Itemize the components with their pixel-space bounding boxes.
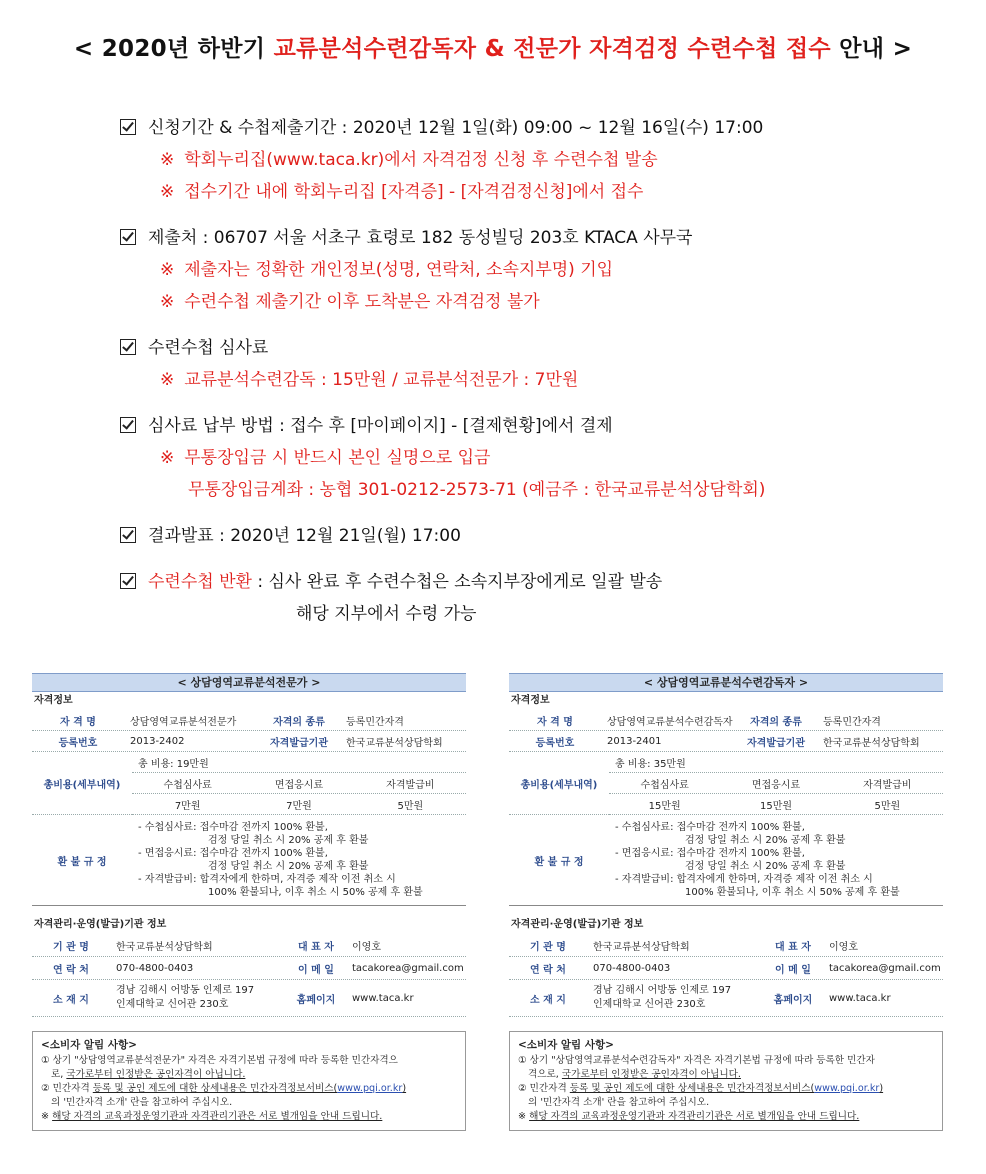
org-info-title: 자격관리·운영(발급)기관 정보: [34, 919, 167, 930]
checkbox-checked-icon: [120, 573, 136, 589]
field-label: 홈페이지: [773, 994, 813, 1006]
field-value: 2013-2401: [607, 735, 662, 747]
address-line: 경남 김해시 어방동 인제로 197: [593, 985, 732, 996]
email-value[interactable]: tacakorea@gmail.com: [352, 962, 464, 974]
field-label: 자 격 명: [537, 716, 573, 728]
fee-header: 면접응시료: [274, 779, 324, 791]
refund-line: 100% 환불되나, 이후 취소 시 50% 공제 후 환불: [685, 887, 900, 898]
field-label: 등록번호: [58, 737, 98, 749]
section-note: 무통장입금 시 반드시 본인 실명으로 입금: [184, 448, 491, 468]
card-header: < 상담영역교류분석전문가 >: [32, 673, 466, 692]
title-suffix: 안내 >: [830, 36, 913, 62]
field-value: 한국교류분석상담학회: [346, 737, 443, 749]
fee-block: [509, 752, 943, 815]
consumer-notice-text: ② 민간자격: [41, 1083, 93, 1094]
refund-line: 검정 당일 취소 시 20% 공제 후 환불: [685, 861, 846, 872]
field-value: 상담영역교류분석수련감독자: [607, 716, 733, 728]
field-label: 총비용(세부내역): [509, 752, 609, 815]
field-label: 등록번호: [535, 737, 575, 749]
field-label: 연 락 처: [53, 964, 89, 976]
org-name-row: [32, 934, 466, 957]
field-label: 이 메 일: [775, 964, 811, 976]
notice-section-period: [120, 112, 950, 208]
field-label: 자격발급기관: [747, 737, 805, 749]
checkbox-checked-icon: [120, 339, 136, 355]
qualification-card-supervisor: [509, 673, 943, 1131]
section-note: 교류분석수련감독 : 15만원 / 교류분석전문가 : 7만원: [184, 370, 579, 390]
section-note: 수련수첩 제출기간 이후 도착분은 자격검정 불가: [184, 292, 540, 312]
section-heading-highlight: 수련수첩 반환: [148, 572, 252, 592]
refund-line: - 면접응시료: 접수마감 전까지 100% 환불,: [138, 848, 328, 859]
refund-line: 검정 당일 취소 시 20% 공제 후 환불: [208, 861, 369, 872]
section-heading: 신청기간 & 수첩제출기간 : 2020년 12월 1일(화) 09:00 ~ 12월 16일(수) 17:00: [148, 118, 764, 138]
field-value: 2013-2402: [130, 735, 185, 747]
consumer-notice-text: 국가로부터 인정받은 공인자격이 아닙니다.: [66, 1069, 246, 1080]
checkbox-checked-icon: [120, 417, 136, 433]
pqi-link[interactable]: www.pqi.or.kr: [814, 1083, 880, 1094]
note-mark: ※: [160, 260, 175, 280]
consumer-notice-text: ※: [518, 1111, 530, 1122]
card-header: < 상담영역교류분석수련감독자 >: [509, 673, 943, 692]
field-label: 자격발급기관: [270, 737, 328, 749]
refund-line: - 수첩심사료: 접수마감 전까지 100% 환불,: [138, 822, 328, 833]
field-value: 상담영역교류분석전문가: [130, 716, 237, 728]
consumer-notice-text: 국가로부터 인정받은 공인자격이 아닙니다.: [561, 1069, 741, 1080]
consumer-notice-text: 로,: [51, 1069, 67, 1080]
notice-section-payment: [120, 410, 950, 506]
checkbox-checked-icon: [120, 119, 136, 135]
consumer-notice-text: ※: [41, 1111, 53, 1122]
field-value: 070-4800-0403: [116, 962, 194, 974]
refund-line: 검정 당일 취소 시 20% 공제 후 환불: [685, 835, 846, 846]
consumer-notice-text: ): [879, 1083, 884, 1094]
registration-row: [32, 731, 466, 752]
consumer-notice-line: ① 상기 "상담영역교류분석전문가" 자격은 자격기본법 규정에 따라 등록한 민간자격으: [41, 1055, 398, 1066]
field-label: 이 메 일: [298, 964, 334, 976]
field-label: 대 표 자: [775, 941, 811, 953]
field-label: 총비용(세부내역): [32, 752, 132, 815]
refund-line: - 자격발급비: 합격자에게 한하며, 자격증 제작 이전 취소 시: [138, 874, 396, 885]
notice-list: [120, 112, 950, 644]
fee-value: 5만원: [397, 800, 424, 812]
field-label: 자 격 명: [60, 716, 96, 728]
refund-policy: [509, 815, 943, 906]
field-label: 환 불 규 정: [57, 856, 107, 868]
email-value[interactable]: tacakorea@gmail.com: [829, 962, 941, 974]
section-note: 접수기간 내에 학회누리집 [자격증] - [자격검정신청]에서 접수: [184, 182, 644, 202]
contact-row: [509, 957, 943, 980]
field-label: 기 관 명: [53, 941, 89, 953]
field-label: 대 표 자: [298, 941, 334, 953]
refund-line: - 수첩심사료: 접수마감 전까지 100% 환불,: [615, 822, 805, 833]
field-value: 070-4800-0403: [593, 962, 671, 974]
refund-line: - 자격발급비: 합격자에게 한하며, 자격증 제작 이전 취소 시: [615, 874, 873, 885]
refund-line: 100% 환불되나, 이후 취소 시 50% 공제 후 환불: [208, 887, 423, 898]
field-value: 한국교류분석상담학회: [593, 941, 690, 953]
field-value: 등록민간자격: [823, 716, 881, 728]
org-name-row: [509, 934, 943, 957]
consumer-notice-text: ② 민간자격: [518, 1083, 570, 1094]
title-prefix: < 2020년 하반기: [73, 36, 274, 62]
consumer-notice-text: 등록 및 공인 제도에 대한 상세내용은 민간자격정보서비스(: [92, 1083, 338, 1094]
consumer-notice-text: ): [402, 1083, 407, 1094]
consumer-notice: [32, 1031, 466, 1131]
consumer-notice-line: 의 '민간자격 소개' 란을 참고하여 주십시오.: [51, 1097, 233, 1108]
address-line: 경남 김해시 어방동 인제로 197: [116, 985, 255, 996]
field-value: 한국교류분석상담학회: [116, 941, 213, 953]
refund-line: - 면접응시료: 접수마감 전까지 100% 환불,: [615, 848, 805, 859]
fee-header: 수첩심사료: [640, 779, 689, 791]
note-mark: ※: [160, 150, 175, 170]
qualification-name-row: [32, 710, 466, 731]
title-highlight: 교류분석수련감독자 & 전문가 자격검정 수련수첩 접수: [273, 36, 831, 62]
address-line: 인제대학교 신어관 230호: [593, 999, 706, 1010]
notice-section-result: [120, 520, 950, 552]
fee-value: 7만원: [174, 800, 201, 812]
notice-section-return: [120, 566, 950, 630]
homepage-link[interactable]: www.taca.kr: [829, 992, 891, 1004]
section-continuation: 해당 지부에서 수령 가능: [296, 604, 477, 624]
fee-value: 15만원: [648, 800, 681, 812]
field-label: 기 관 명: [530, 941, 566, 953]
note-mark: ※: [160, 448, 175, 468]
bank-account-info: 무통장입금계좌 : 농협 301-0212-2573-71 (예금주 : 한국교류분석상담학회): [188, 480, 766, 500]
field-value: 한국교류분석상담학회: [823, 737, 920, 749]
notice-section-destination: [120, 222, 950, 318]
field-value: 이영호: [829, 941, 858, 953]
notice-section-fee: [120, 332, 950, 396]
fee-header: 자격발급비: [863, 779, 912, 791]
consumer-notice-text: 해당 자격의 교육과정운영기관과 자격관리기관은 서로 별개임을 안내 드립니다.: [529, 1111, 860, 1122]
section-heading: 수련수첩 심사료: [148, 338, 269, 358]
consumer-notice-text: 해당 자격의 교육과정운영기관과 자격관리기관은 서로 별개임을 안내 드립니다.: [52, 1111, 383, 1122]
field-label: 환 불 규 정: [534, 856, 584, 868]
page-title: [0, 30, 986, 63]
section-heading: 심사료 납부 방법 : 접수 후 [마이페이지] - [결제현황]에서 결제: [148, 416, 613, 436]
fee-total: 총 비용: 35만원: [609, 752, 943, 773]
field-label: 소 재 지: [530, 994, 566, 1006]
fee-header: 면접응시료: [751, 779, 801, 791]
consumer-notice-text: 격으로,: [528, 1069, 562, 1080]
fee-value: 7만원: [286, 800, 312, 812]
qualification-info-title: 자격정보: [34, 695, 73, 706]
consumer-notice-title: <소비자 알림 사항>: [41, 1039, 137, 1051]
consumer-notice-title: <소비자 알림 사항>: [518, 1039, 614, 1051]
qualification-card-expert: [32, 673, 466, 1131]
field-label: 연 락 처: [530, 964, 566, 976]
consumer-notice-line: 의 '민간자격 소개' 란을 참고하여 주십시오.: [528, 1097, 710, 1108]
refund-policy: [32, 815, 466, 906]
field-label: 자격의 종류: [273, 716, 325, 728]
note-mark: ※: [160, 292, 175, 312]
fee-value: 5만원: [874, 800, 901, 812]
checkbox-checked-icon: [120, 229, 136, 245]
fee-value: 15만원: [759, 800, 793, 812]
consumer-notice-line: ① 상기 "상담영역교류분석수련감독자" 자격은 자격기본법 규정에 따라 등록한 민간자: [518, 1055, 875, 1066]
fee-header: 수첩심사료: [163, 779, 212, 791]
homepage-link[interactable]: www.taca.kr: [352, 992, 414, 1004]
qualification-name-row: [509, 710, 943, 731]
fee-header: 자격발급비: [386, 779, 435, 791]
contact-row: [32, 957, 466, 980]
consumer-notice-text: 등록 및 공인 제도에 대한 상세내용은 민간자격정보서비스(: [569, 1083, 815, 1094]
qualification-info-title: 자격정보: [511, 695, 550, 706]
org-info-title: 자격관리·운영(발급)기관 정보: [511, 919, 644, 930]
checkbox-checked-icon: [120, 527, 136, 543]
field-value: 이영호: [352, 941, 381, 953]
address-row: [509, 980, 943, 1017]
field-label: 자격의 종류: [750, 716, 802, 728]
section-note: 제출자는 정확한 개인정보(성명, 연락처, 소속지부명) 기입: [184, 260, 614, 280]
registration-row: [509, 731, 943, 752]
section-heading: 결과발표 : 2020년 12월 21일(월) 17:00: [148, 526, 461, 546]
section-heading: 제출처 : 06707 서울 서초구 효령로 182 동성빌딩 203호 KTACA 사무국: [148, 228, 693, 248]
field-label: 홈페이지: [296, 994, 336, 1006]
consumer-notice: [509, 1031, 943, 1131]
pqi-link[interactable]: www.pqi.or.kr: [337, 1083, 403, 1094]
note-mark: ※: [160, 182, 175, 202]
section-note: 학회누리집(www.taca.kr)에서 자격검정 신청 후 수련수첩 발송: [184, 150, 658, 170]
note-mark: ※: [160, 370, 175, 390]
fee-block: [32, 752, 466, 815]
refund-line: 검정 당일 취소 시 20% 공제 후 환불: [208, 835, 369, 846]
field-value: 등록민간자격: [346, 716, 404, 728]
field-label: 소 재 지: [53, 994, 89, 1006]
address-line: 인제대학교 신어관 230호: [116, 999, 229, 1010]
section-heading: : 심사 완료 후 수련수첩은 소속지부장에게로 일괄 발송: [251, 572, 663, 592]
fee-total: 총 비용: 19만원: [132, 752, 466, 773]
address-row: [32, 980, 466, 1017]
